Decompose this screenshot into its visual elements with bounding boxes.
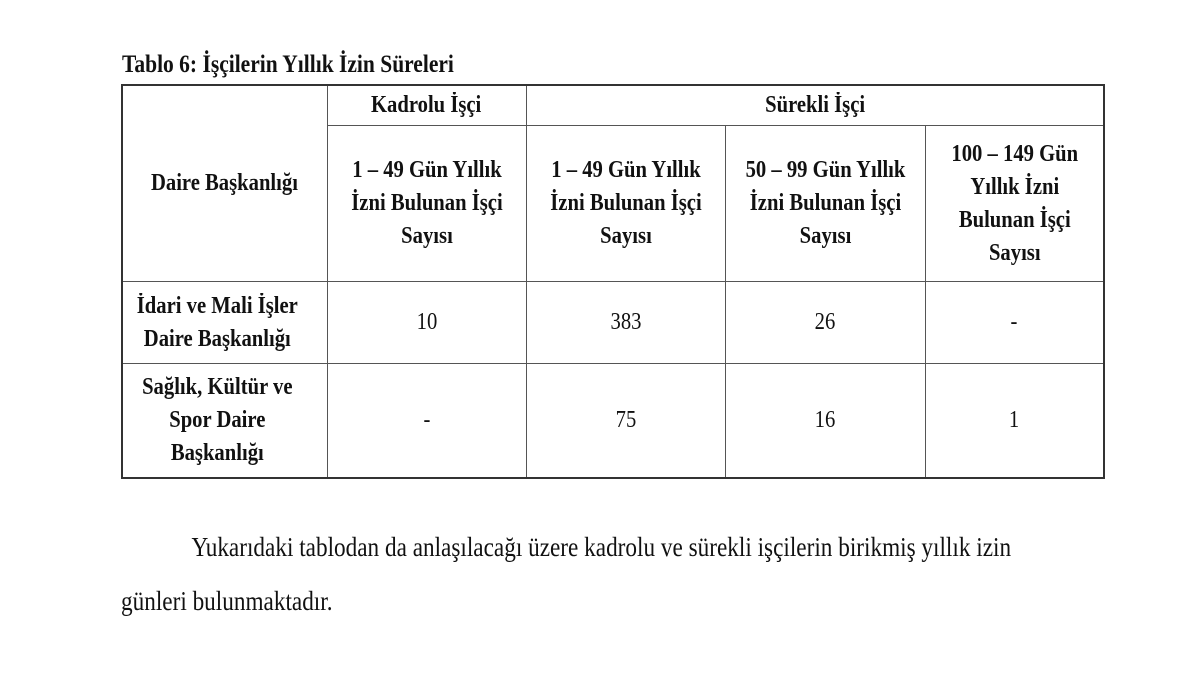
sub-header: 100 – 149 Gün Yıllık İzni Bulunan İşçi Sayısı (925, 126, 1104, 282)
table-cell: 10 (327, 282, 526, 364)
sub-header: 50 – 99 Gün Yıllık İzni Bulunan İşçi Sayısı (725, 126, 925, 282)
table-cell: 26 (725, 282, 925, 364)
group-header-kadrolu: Kadrolu İşçi (327, 85, 526, 126)
row-label: İdari ve Mali İşler Daire Başkanlığı (122, 282, 327, 364)
group-header-surekli: Sürekli İşçi (526, 85, 1104, 126)
table-row (122, 364, 1104, 479)
sub-header: 1 – 49 Gün Yıllık İzni Bulunan İşçi Sayısı (327, 126, 526, 282)
leave-table (121, 84, 1105, 479)
table-cell: 1 (925, 364, 1104, 479)
table-row (122, 282, 1104, 364)
sub-header: 1 – 49 Gün Yıllık İzni Bulunan İşçi Sayısı (526, 126, 725, 282)
row-label: Sağlık, Kültür ve Spor Daire Başkanlığı (122, 364, 327, 479)
table-cell: - (327, 364, 526, 479)
table-cell: 75 (526, 364, 725, 479)
table-title: Tablo 6: İşçilerin Yıllık İzin Süreleri (122, 51, 454, 78)
corner-header: Daire Başkanlığı (122, 85, 327, 282)
paragraph-line: Yukarıdaki tablodan da anlaşılacağı üzere kadrolu ve sürekli işçilerin birikmiş yıllık izin (191, 532, 1012, 562)
table-cell: 383 (526, 282, 725, 364)
table-cell: - (925, 282, 1104, 364)
body-paragraph (121, 520, 1161, 628)
table-cell: 16 (725, 364, 925, 479)
table-group-header-row (122, 85, 1104, 126)
paragraph-line: günleri bulunmaktadır. (121, 586, 333, 616)
